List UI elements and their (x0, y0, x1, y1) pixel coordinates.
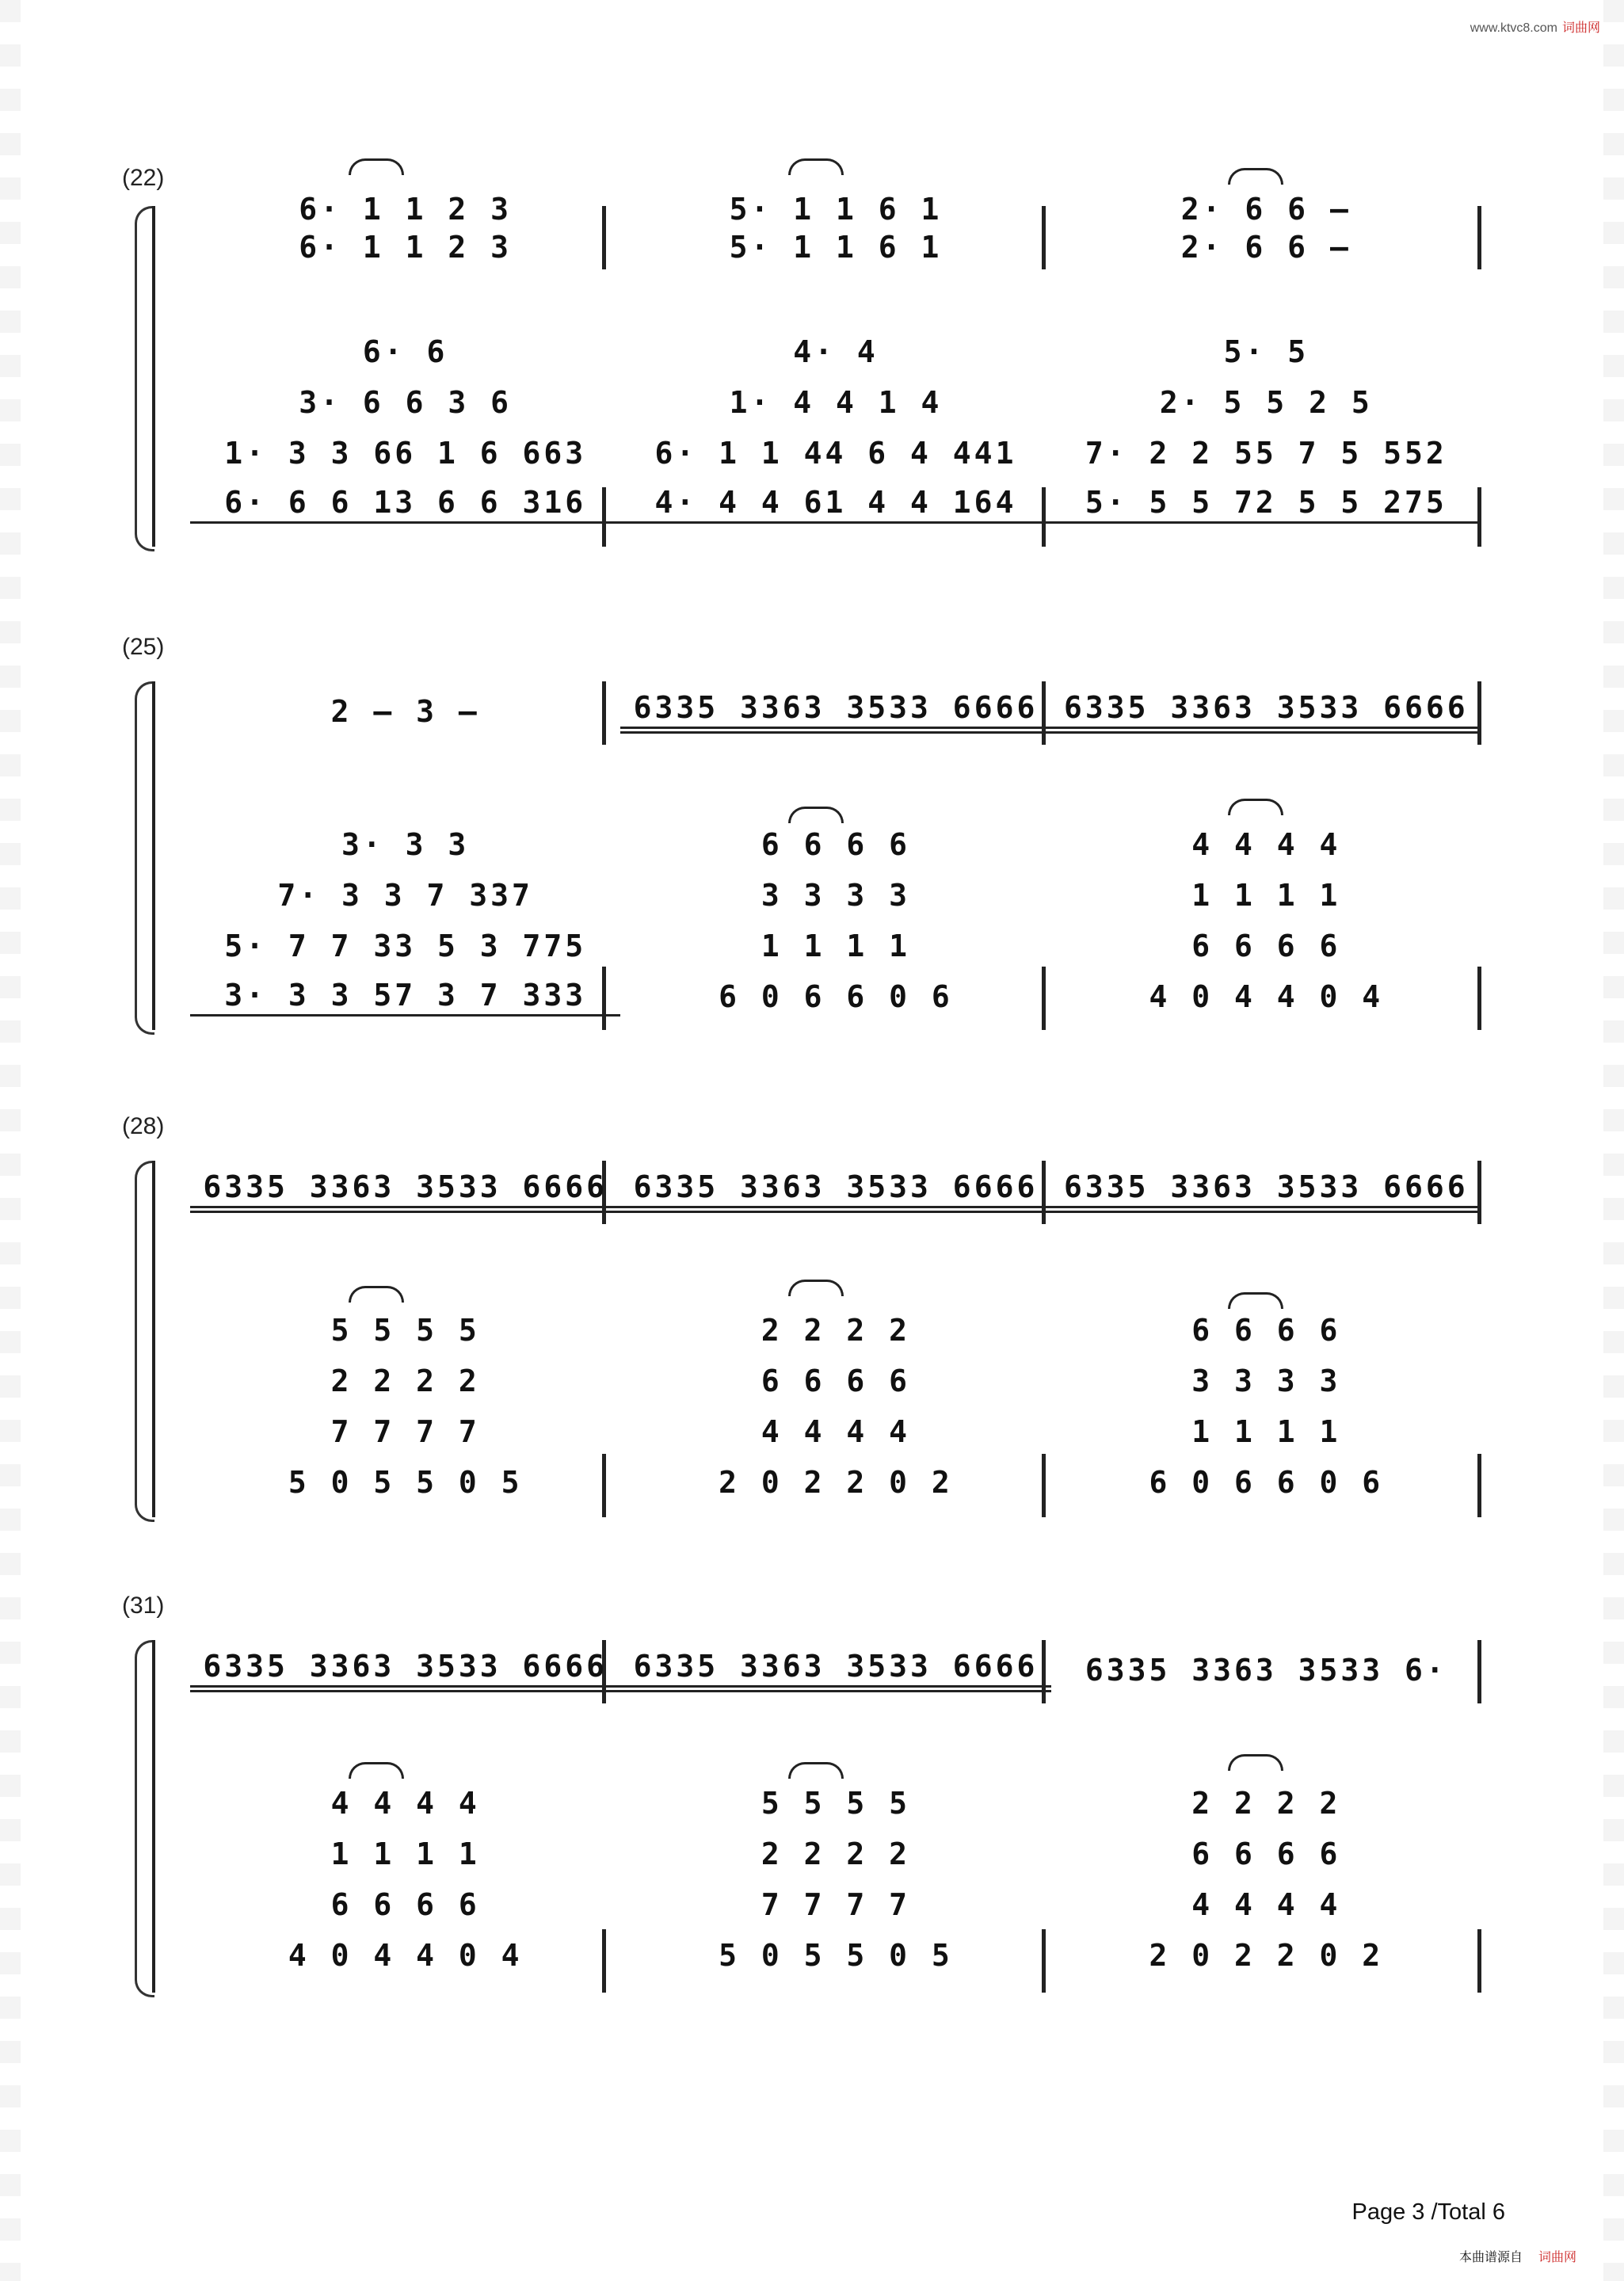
measure: 2· 5 5 2 5 (1159, 385, 1373, 420)
accomp-row-2 (190, 1833, 1481, 1875)
measure: 6· 6 6 13 6 6 316 (190, 485, 620, 524)
bass-row (190, 1935, 1481, 1976)
accomp-row-1 (190, 824, 1481, 865)
tie-arc (1228, 1292, 1283, 1309)
tie-arc (349, 158, 404, 175)
melody-row (190, 691, 1481, 732)
measure: 5· 1 1 6 1 (729, 192, 943, 227)
tie-arc (349, 1286, 404, 1303)
tie-arc (788, 1280, 844, 1296)
measure: 6 6 6 6 (1191, 1313, 1341, 1348)
measure: 7 7 7 7 (330, 1414, 480, 1449)
bass-row (190, 976, 1481, 1017)
bass-row (190, 483, 1481, 524)
measure-number: (31) (122, 1593, 165, 1619)
measure: 2· 6 6 – (1180, 230, 1351, 265)
page-number: Page 3 /Total 6 (1351, 2199, 1505, 2225)
measure: 7 7 7 7 (761, 1887, 911, 1922)
measure: 6 0 6 6 0 6 (719, 979, 953, 1014)
tie-arc (1228, 168, 1283, 185)
measure-number: (28) (122, 1113, 165, 1139)
score-system-28 (122, 1113, 1497, 1525)
measure: 5 0 5 5 0 5 (288, 1465, 523, 1500)
accomp-row-2 (190, 875, 1481, 916)
measure: 6335 3363 3533 6666 (620, 1169, 1050, 1213)
measure: 6· 6 (362, 334, 448, 369)
measure: 6 6 6 6 (761, 827, 911, 862)
measure: 4· 4 4 61 4 4 164 (620, 485, 1050, 524)
accomp-row-2 (190, 1360, 1481, 1402)
measure: 3 3 3 3 (761, 878, 911, 913)
system-line (152, 1161, 155, 1517)
measure: 6 6 6 6 (1191, 929, 1341, 963)
tie-arc (788, 807, 844, 823)
accomp-row-2 (190, 382, 1481, 423)
measure: 5 0 5 5 0 5 (719, 1938, 953, 1973)
system-line (152, 1640, 155, 1993)
measure: 2 – 3 – (330, 694, 480, 729)
measure: 4 4 4 4 (330, 1786, 480, 1821)
measure: 7· 2 2 55 7 5 552 (1085, 436, 1447, 471)
measure: 5· 1 1 6 1 (729, 230, 943, 265)
accomp-row-3 (190, 1884, 1481, 1925)
measure: 4· 4 (793, 334, 879, 369)
measure: 3· 3 3 57 3 7 333 (190, 978, 620, 1017)
accomp-row-3 (190, 433, 1481, 474)
tie-arc (1228, 1754, 1283, 1771)
measure: 2 0 2 2 0 2 (719, 1465, 953, 1500)
measure: 1· 3 3 66 1 6 663 (224, 436, 587, 471)
melody-row (190, 1650, 1481, 1691)
right-watermark-strip (1603, 0, 1624, 2281)
measure: 6· 1 1 2 3 (299, 192, 513, 227)
measure: 3· 3 3 (341, 827, 470, 862)
melody-row-upper (190, 189, 1481, 230)
system-line (152, 206, 155, 547)
measure: 6 6 6 6 (761, 1364, 911, 1398)
measure: 4 4 4 4 (1191, 1887, 1341, 1922)
measure: 6335 3363 3533 6· (1085, 1653, 1447, 1688)
measure: 6· 1 1 2 3 (299, 230, 513, 265)
system-line (152, 681, 155, 1030)
measure: 6335 3363 3533 6666 (1051, 690, 1481, 734)
measure: 5· 5 5 72 5 5 275 (1051, 485, 1481, 524)
measure-number: (22) (122, 165, 165, 191)
measure: 6335 3363 3533 6666 (620, 1649, 1050, 1692)
score-system-22 (122, 158, 1497, 570)
measure: 2 2 2 2 (761, 1837, 911, 1871)
measure: 6335 3363 3533 6666 (620, 690, 1050, 734)
score-system-25 (122, 634, 1497, 1046)
measure-number: (25) (122, 634, 165, 660)
measure: 2 2 2 2 (1191, 1786, 1341, 1821)
measure: 6335 3363 3533 6666 (190, 1649, 620, 1692)
left-watermark-strip (0, 0, 21, 2281)
watermark-site: www.ktvc8.com (1470, 21, 1557, 35)
measure: 2 0 2 2 0 2 (1149, 1938, 1384, 1973)
measure: 2 2 2 2 (761, 1313, 911, 1348)
accomp-row-1 (190, 1310, 1481, 1351)
measure: 4 4 4 4 (761, 1414, 911, 1449)
measure: 4 4 4 4 (1191, 827, 1341, 862)
score-system-31 (122, 1593, 1497, 2004)
footer-brand (1459, 2247, 1576, 2265)
watermark-site-cn: 词曲网 (1561, 21, 1600, 35)
measure: 6 6 6 6 (1191, 1837, 1341, 1871)
measure: 3 3 3 3 (1191, 1364, 1341, 1398)
tie-arc (349, 1762, 404, 1779)
measure: 2· 6 6 – (1180, 192, 1351, 227)
bass-row (190, 1462, 1481, 1503)
accomp-row-1 (190, 1783, 1481, 1824)
measure: 3· 6 6 3 6 (299, 385, 513, 420)
measure: 5· 7 7 33 5 3 775 (224, 929, 587, 963)
measure: 5· 5 (1223, 334, 1309, 369)
melody-row (190, 1170, 1481, 1211)
tie-arc (788, 158, 844, 175)
measure: 5 5 5 5 (330, 1313, 480, 1348)
measure: 6 0 6 6 0 6 (1149, 1465, 1384, 1500)
measure: 6335 3363 3533 6666 (1051, 1169, 1481, 1213)
measure: 1 1 1 1 (1191, 1414, 1341, 1449)
melody-row-lower (190, 227, 1481, 268)
tie-arc (788, 1762, 844, 1779)
accomp-row-3 (190, 1411, 1481, 1452)
measure: 1 1 1 1 (330, 1837, 480, 1871)
measure: 1 1 1 1 (1191, 878, 1341, 913)
accomp-row-1 (190, 331, 1481, 372)
header-watermark (1470, 17, 1600, 36)
accomp-row-3 (190, 925, 1481, 967)
measure: 7· 3 3 7 337 (277, 878, 533, 913)
measure: 1· 4 4 1 4 (729, 385, 943, 420)
measure: 6· 1 1 44 6 4 441 (654, 436, 1017, 471)
measure: 4 0 4 4 0 4 (1149, 979, 1384, 1014)
brand-site: 词曲网 (1538, 2251, 1576, 2264)
tie-arc (1228, 799, 1283, 815)
measure: 1 1 1 1 (761, 929, 911, 963)
measure: 6 6 6 6 (330, 1887, 480, 1922)
measure: 2 2 2 2 (330, 1364, 480, 1398)
measure: 6335 3363 3533 6666 (190, 1169, 620, 1213)
brand-text: 本曲谱源自 (1458, 2251, 1523, 2264)
measure: 4 0 4 4 0 4 (288, 1938, 523, 1973)
measure: 5 5 5 5 (761, 1786, 911, 1821)
